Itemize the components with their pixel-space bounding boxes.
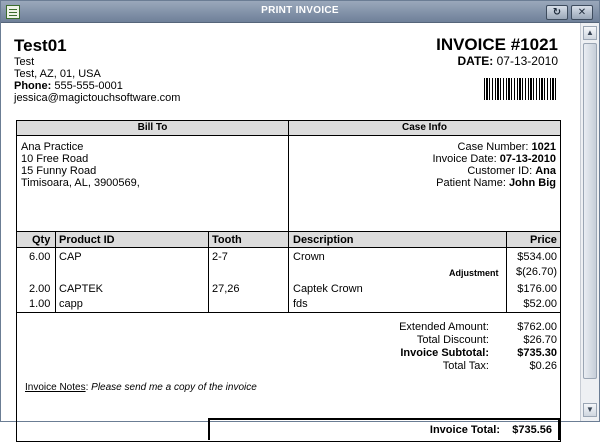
date-label: DATE: <box>457 54 494 68</box>
invoice-notes-text: Please send me a copy of the invoice <box>91 382 257 393</box>
totals-area <box>16 312 561 442</box>
invoice-total-box <box>208 418 560 440</box>
date-value: 07-13-2010 <box>493 54 558 68</box>
refresh-button[interactable] <box>546 5 568 20</box>
case-number-value: 1021 <box>531 141 556 153</box>
bill-to-line: Ana Practice <box>21 141 84 153</box>
bill-to-line: 15 Funny Road <box>21 165 97 177</box>
total-tax-label: Total Tax: <box>442 360 489 372</box>
invoice-subtotal-value: $735.30 <box>517 347 557 359</box>
row-qty: 2.00 <box>29 283 51 295</box>
company-phone <box>14 80 180 92</box>
case-number <box>432 141 556 153</box>
row-product-id: CAPTEK <box>59 283 104 295</box>
customer-id-value: Ana <box>535 165 556 177</box>
header-qty: Qty <box>32 234 51 246</box>
title-bar[interactable] <box>1 1 599 23</box>
invoice-notes <box>25 382 257 393</box>
scroll-up-icon[interactable]: ▲ <box>583 26 597 40</box>
refresh-icon: ↻ <box>552 7 562 18</box>
bill-to-header: Bill To <box>17 121 288 136</box>
invoice-subtotal-label: Invoice Subtotal: <box>400 347 489 359</box>
row-qty: 6.00 <box>29 251 51 263</box>
header-description: Description <box>293 234 354 246</box>
invoice-total-value: $735.56 <box>512 424 552 436</box>
row-description: fds <box>293 298 308 310</box>
company-info <box>14 37 180 104</box>
company-line-1: Test <box>14 56 35 68</box>
col-divider <box>506 232 507 312</box>
col-divider <box>55 232 56 312</box>
patient-name-label: Patient Name: <box>436 177 509 189</box>
col-divider <box>208 232 209 312</box>
case-invoice-date <box>432 153 556 165</box>
invoice-document <box>2 23 580 436</box>
vertical-scrollbar[interactable] <box>580 23 599 421</box>
row-description: Captek Crown <box>293 283 363 295</box>
extended-amount-label: Extended Amount: <box>399 321 489 333</box>
patient-name <box>432 177 556 189</box>
invoice-date-value: 07-13-2010 <box>499 153 556 165</box>
header-product-id: Product ID <box>59 234 115 246</box>
adjustment-label: Adjustment <box>449 268 499 278</box>
close-icon: ✕ <box>577 7 587 18</box>
invoice-date-label: Invoice Date: <box>432 153 500 165</box>
patient-name-value: John Big <box>508 177 556 189</box>
invoice-header <box>436 36 558 68</box>
items-table <box>16 231 561 313</box>
row-qty: 1.00 <box>29 298 51 310</box>
phone-label: Phone: <box>14 80 52 92</box>
bill-to-line: Timisoara, AL, 3900569, <box>21 177 140 189</box>
invoice-total-label: Invoice Total: <box>429 424 500 436</box>
case-number-label: Case Number: <box>457 141 532 153</box>
row-price: $176.00 <box>517 283 557 295</box>
row-price: $52.00 <box>523 298 557 310</box>
company-address: Test, AZ, 01, USA <box>14 68 101 80</box>
total-discount-value: $26.70 <box>523 334 557 346</box>
barcode <box>484 78 558 100</box>
total-tax-value: $0.26 <box>529 360 557 372</box>
row-product-id: CAP <box>59 251 82 263</box>
row-price: $534.00 <box>517 251 557 263</box>
customer-id-label: Customer ID: <box>467 165 536 177</box>
phone-value: 555-555-0001 <box>51 80 123 92</box>
invoice-title: INVOICE #1021 <box>436 35 558 54</box>
bill-case-divider <box>288 121 289 231</box>
header-price: Price <box>530 234 557 246</box>
total-discount-label: Total Discount: <box>416 334 489 346</box>
extended-amount-value: $762.00 <box>517 321 557 333</box>
invoice-date <box>436 54 558 68</box>
case-info-details <box>432 141 556 189</box>
case-info-header: Case Info <box>289 121 560 136</box>
bill-to-line: 10 Free Road <box>21 153 89 165</box>
invoice-notes-separator: : <box>85 382 92 393</box>
row-tooth: 27,26 <box>212 283 240 295</box>
bill-to-address <box>21 141 140 189</box>
window-title: PRINT INVOICE <box>261 5 339 16</box>
row-tooth: 2-7 <box>212 251 228 263</box>
company-name: Test01 <box>14 36 67 55</box>
invoice-notes-label: Invoice Notes <box>25 382 86 393</box>
scroll-down-icon[interactable]: ▼ <box>583 403 597 417</box>
row-description: Crown <box>293 251 325 263</box>
header-tooth: Tooth <box>212 234 242 246</box>
scrollbar-thumb[interactable] <box>583 43 597 379</box>
row-product-id: capp <box>59 298 83 310</box>
row-price: $(26.70) <box>516 266 557 278</box>
close-button[interactable] <box>571 5 593 20</box>
company-email: jessica@magictouchsoftware.com <box>14 92 181 104</box>
customer-id <box>432 165 556 177</box>
col-divider <box>288 232 289 312</box>
bill-case-box <box>16 120 561 232</box>
